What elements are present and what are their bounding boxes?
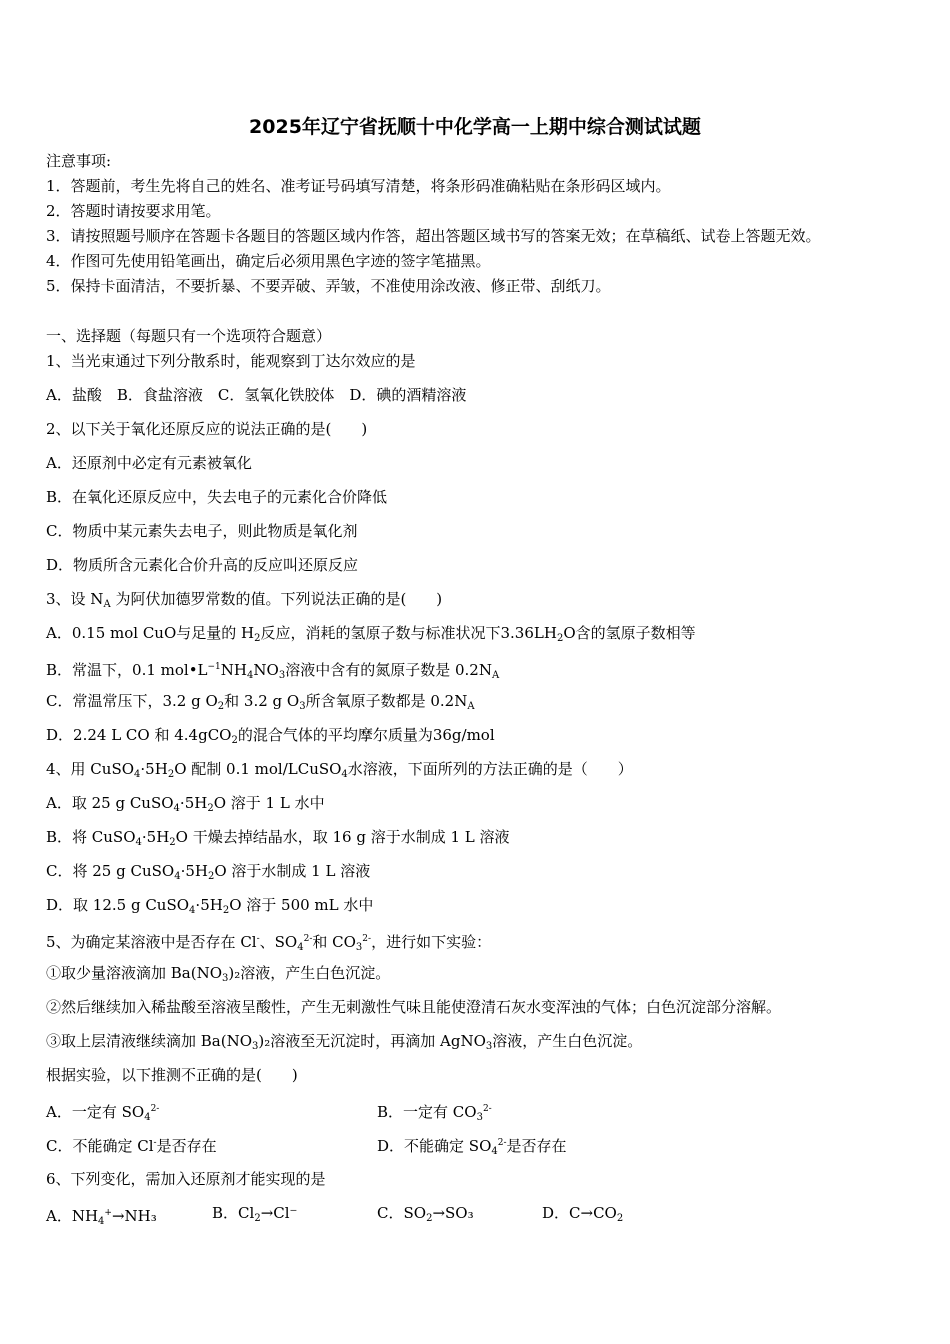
q5-option-a: A．一定有 $SO_4^{2-}$ (46, 1103, 160, 1123)
notice-item-1: 1．答题前，考生先将自己的姓名、准考证号码填写清楚，将条形码准确粘贴在条形码区域内。 (46, 177, 671, 195)
q4-option-a: A．取 25 g $CuSO_4\cdot 5H_2O$ 溶于 1 L 水中 (46, 794, 325, 814)
q4-option-c: C．将 25 g $CuSO_4\cdot 5H_2O$ 溶于水制成 1 L 溶液 (46, 862, 371, 882)
q5-option-d: D．不能确定 $SO_4^{2-}$是否存在 (377, 1137, 567, 1157)
q4-option-b: B．将 $CuSO_4\cdot 5H_2O$ 干燥去掉结晶水，取 16 g 溶于水制成 1 L 溶液 (46, 828, 510, 848)
notice-item-4: 4．作图可先使用铅笔画出，确定后必须用黑色字迹的签字笔描黑。 (46, 252, 491, 270)
q5-option-b: B．一定有 $CO_3^{2-}$ (377, 1103, 492, 1123)
notice-item-2: 2．答题时请按要求用笔。 (46, 202, 221, 220)
q4-stem: 4、用 $CuSO_4\cdot 5H_2O$ 配制 0.1 mol/LCuSO$_4$水溶液，下面所列的方法正确的是（ ） (46, 760, 633, 780)
section-heading: 一、选择题（每题只有一个选项符合题意） (46, 327, 332, 345)
notice-heading: 注意事项: (46, 152, 112, 170)
notice-item-5: 5．保持卡面清洁，不要折暴、不要弄破、弄皱，不准使用涂改液、修正带、刮纸刀。 (46, 277, 611, 295)
q2-option-a: A．还原剂中必定有元素被氧化 (46, 454, 252, 472)
q6-option-d: D．$C\to CO_2$ (542, 1204, 624, 1224)
q2-option-c: C．物质中某元素失去电子，则此物质是氧化剂 (46, 522, 358, 540)
q4-option-d: D．取 12.5 g $CuSO_4\cdot 5H_2O$ 溶于 500 mL 水中 (46, 896, 374, 916)
q3-option-d: D．2.24 L CO 和 4.4gCO$_2$的混合气体的平均摩尔质量为36g/mol (46, 726, 495, 746)
q5-option-c: C．不能确定 Cl-是否存在 (46, 1137, 217, 1155)
q6-stem: 6、下列变化，需加入还原剂才能实现的是 (46, 1170, 326, 1188)
q5-step-3: ③取上层清液继续滴加 $Ba(NO_3)_2$溶液至无沉淀时，再滴加 AgNO$_3$溶液，产生白色沉淀。 (46, 1032, 643, 1052)
q5-ask: 根据实验，以下推测不正确的是( ) (46, 1066, 298, 1084)
q1-options: A．盐酸 B．食盐溶液 C．氢氧化铁胶体 D．碘的酒精溶液 (46, 386, 467, 404)
q5-step-1: ①取少量溶液滴加 $Ba(NO_3)_2$溶液，产生白色沉淀。 (46, 964, 391, 984)
q3-option-c: C．常温常压下，3.2 g $O_2$和 3.2 g $O_3$所含氧原子数都是 $0.2N_A$ (46, 692, 475, 712)
q5-stem: 5、为确定某溶液中是否存在 Cl-、$SO_4^{2-}$和 $CO_3^{2-}$，进行如下实验： (46, 933, 492, 953)
q1-stem: 1、当光束通过下列分散系时，能观察到丁达尔效应的是 (46, 352, 416, 370)
q6-option-b: B．$Cl_2\to Cl^-$ (212, 1204, 298, 1224)
q3-option-a: A．0.15 mol CuO与足量的 $H_2$反应，消耗的氢原子数与标准状况下$3.36LH_2O$含的氢原子数相等 (46, 624, 696, 644)
q6-option-c: C．$SO_2\to SO_3$ (377, 1204, 474, 1224)
q2-stem: 2、以下关于氧化还原反应的说法正确的是( ) (46, 420, 368, 438)
page-title: 2025年辽宁省抚顺十中化学高一上期中综合测试试题 (249, 116, 701, 138)
q2-option-b: B．在氧化还原反应中，失去电子的元素化合价降低 (46, 488, 388, 506)
q5-step-2: ②然后继续加入稀盐酸至溶液呈酸性，产生无刺激性气味且能使澄清石灰水变浑浊的气体；白色沉淀部分溶解。 (46, 998, 782, 1016)
q6-option-a: A．$NH_4^+\to NH_3$ (46, 1207, 157, 1227)
q2-option-d: D．物质所含元素化合价升高的反应叫还原反应 (46, 556, 359, 574)
q3-option-b: B．常温下，0.1 $mol•L^{-1}NH_4NO_3$溶液中含有的氮原子数是 $0.2N_A$ (46, 661, 500, 681)
q3-stem: 3、设 $N_A$ 为阿伏加德罗常数的值。下列说法正确的是( ) (46, 590, 443, 610)
notice-item-3: 3．请按照题号顺序在答题卡各题目的答题区域内作答，超出答题区域书写的答案无效；在草稿纸、试卷上答题无效。 (46, 227, 821, 245)
